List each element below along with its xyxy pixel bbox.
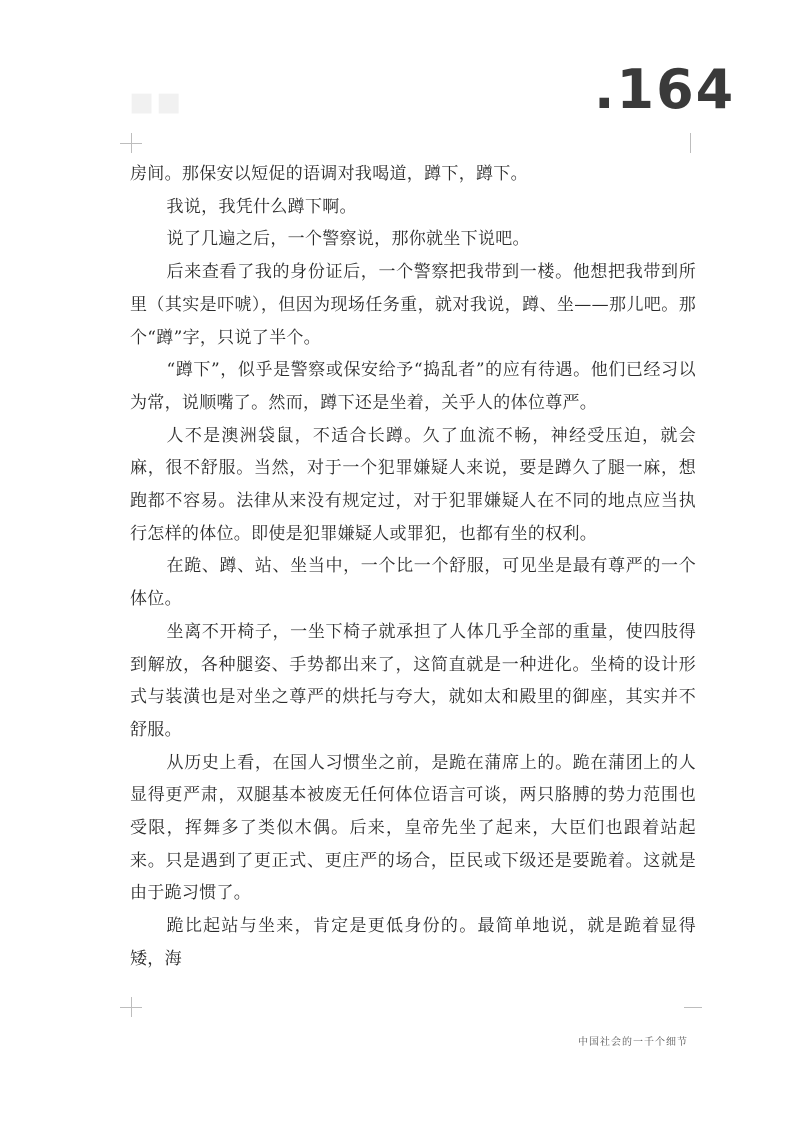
crop-mark-top-right-v bbox=[690, 133, 691, 153]
body-text bbox=[130, 158, 696, 976]
paragraph: 后来查看了我的身份证后，一个警察把我带到一楼。他想把我带到所里（其实是吓唬），但因为现场任务重，就对我说，蹲、坐——那儿吧。那个“蹲”字，只说了半个。 bbox=[130, 262, 696, 348]
crop-mark-top-left-v bbox=[131, 133, 132, 153]
page-number: .164 bbox=[594, 58, 736, 121]
paragraph: 在跪、蹲、站、坐当中，一个比一个舒服，可见坐是最有尊严的一个体位。 bbox=[130, 556, 696, 610]
paragraph: 从历史上看，在国人习惯坐之前，是跪在蒲席上的。跪在蒲团上的人显得更严肃，双腿基本被废无任何体位语言可谈，两只胳膊的势力范围也受限，挥舞多了类似木偶。后来，皇帝先坐了起来，大臣们也跟着站起来。只是遇到了更正式、更庄严的场合，臣民或下级还是要跪着。这就是由于跪习惯了。 bbox=[130, 752, 696, 904]
paragraph-continuation: 房间。那保安以短促的语调对我喝道，蹲下，蹲下。 bbox=[130, 164, 528, 184]
running-footer: 中国社会的一千个细节 bbox=[578, 1037, 688, 1048]
paragraph: 说了几遍之后，一个警察说，那你就坐下说吧。 bbox=[166, 229, 530, 250]
paragraph: 跪比起站与坐来，肯定是更低身份的。最简单地说，就是跪着显得矮，海 bbox=[130, 916, 696, 969]
crop-mark-bottom-right-h bbox=[684, 1007, 702, 1008]
crop-mark-bottom-left-v bbox=[131, 997, 132, 1017]
paragraph: 人不是澳洲袋鼠，不适合长蹲。久了血流不畅，神经受压迫，就会麻，很不舒服。当然，对于一个犯罪嫌疑人来说，要是蹲久了腿一麻，想跑都不容易。法律从来没有规定过，对于犯罪嫌疑人在不同的地点应当执行怎样的体位。即使是犯罪嫌疑人或罪犯，也都有坐的权利。 bbox=[130, 425, 696, 544]
faded-header-mark: ▪▪ bbox=[128, 78, 183, 124]
paragraph: 坐离不开椅子，一坐下椅子就承担了人体几乎全部的重量，使四肢得到解放，各种腿姿、手势都出来了，这简直就是一种进化。坐椅的设计形式与装潢也是对坐之尊严的烘托与夸大，就如太和殿里的御座，其实并不舒服。 bbox=[130, 621, 696, 740]
paragraph: 我说，我凭什么蹲下啊。 bbox=[166, 196, 357, 217]
paragraph: “蹲下”，似乎是警察或保安给予“捣乱者”的应有待遇。他们已经习以为常，说顺嘴了。然而，蹲下还是坐着，关乎人的体位尊严。 bbox=[130, 360, 696, 413]
